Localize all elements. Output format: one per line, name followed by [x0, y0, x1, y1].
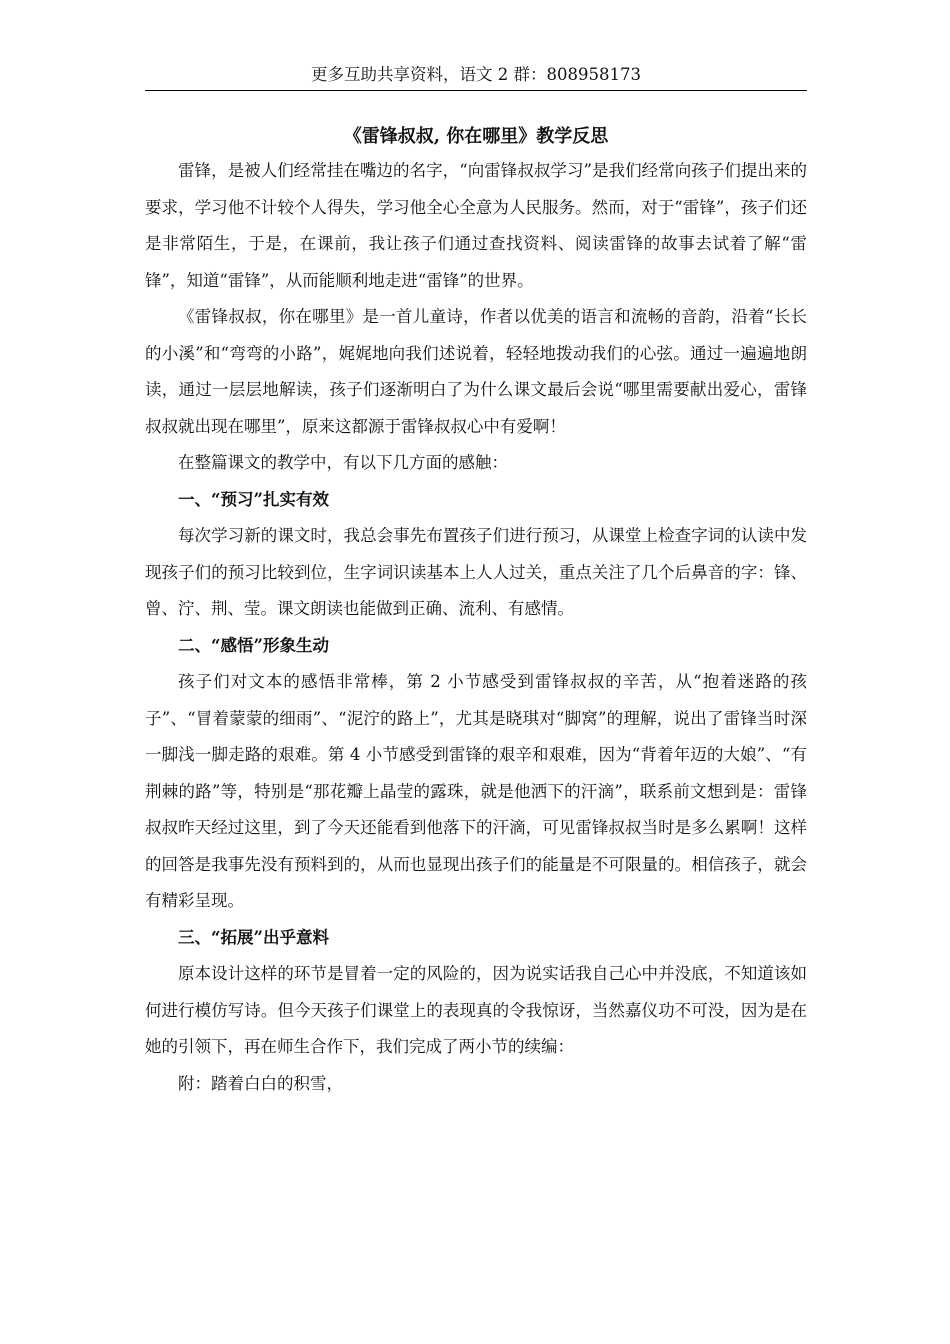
page-header: 更多互助共享资料，语文 2 群：808958173: [145, 60, 807, 91]
paragraph: 原本设计这样的环节是冒着一定的风险的，因为说实话我自己心中并没底，不知道该如何进行模仿写诗。但今天孩子们课堂上的表现真的令我惊讶，当然嘉仪功不可没，因为是在她的引领下，再在师生合作下，我们完成了两小节的续编：: [145, 964, 807, 1056]
document-body: [145, 153, 807, 1102]
section-heading: 三、“拓展”出乎意料: [178, 927, 329, 947]
paragraph: 雷锋，是被人们经常挂在嘴边的名字，“向雷锋叔叔学习”是我们经常向孩子们提出来的要求，学习他不计较个人得失，学习他全心全意为人民服务。然而，对于“雷锋”，孩子们还是非常陌生，于是，在课前，我让孩子们通过查找资料、阅读雷锋的故事去试着了解“雷锋”，知道“雷锋”，从而能顺利地走进“雷锋”的世界。: [145, 161, 807, 290]
paragraph: 在整篇课文的教学中，有以下几方面的感触：: [178, 453, 508, 472]
paragraph: 每次学习新的课文时，我总会事先布置孩子们进行预习，从课堂上检查字词的认读中发现孩子们的预习比较到位，生字词识读基本上人人过关，重点关注了几个后鼻音的字：锋、曾、泞、荆、莹。课文朗读也能做到正确、流利、有感情。: [145, 526, 807, 618]
paragraph: 附：踏着白白的积雪，: [178, 1073, 343, 1093]
paragraph: 《雷锋叔叔，你在哪里》是一首儿童诗，作者以优美的语言和流畅的音韵，沿着“长长的小溪”和“弯弯的小路”，娓娓地向我们述说着，轻轻地拨动我们的心弦。通过一遍遍地朗读，通过一层层地解读，孩子们逐渐明白了为什么课文最后会说“哪里需要献出爱心，雷锋叔叔就出现在哪里”，原来这都源于雷锋叔叔心中有爱啊！: [145, 307, 807, 436]
section-heading: 二、“感悟”形象生动: [178, 635, 329, 655]
section-heading: 一、“预习”扎实有效: [178, 489, 329, 509]
document-title: 《雷锋叔叔, 你在哪里》教学反思: [343, 126, 609, 147]
paragraph: 孩子们对文本的感悟非常棒，第 2 小节感受到雷锋叔叔的辛苦，从“抱着迷路的孩子”、“冒着蒙蒙的细雨”、“泥泞的路上”，尤其是晓琪对“脚窝”的理解，说出了雷锋当时深一脚浅一脚走路的艰难。第 4 小节感受到雷锋的艰辛和艰难，因为“背着年迈的大娘”、“有荆棘的路”等，特别是“那花瓣上晶莹的露珠，就是他洒下的汗滴”，联系前文想到是：雷锋叔叔昨天经过这里，到了今天还能看到他落下的汗滴，可见雷锋叔叔当时是多么累啊！这样的回答是我事先没有预料到的，从而也显现出孩子们的能量是不可限量的。相信孩子，就会有精彩呈现。: [145, 672, 807, 910]
